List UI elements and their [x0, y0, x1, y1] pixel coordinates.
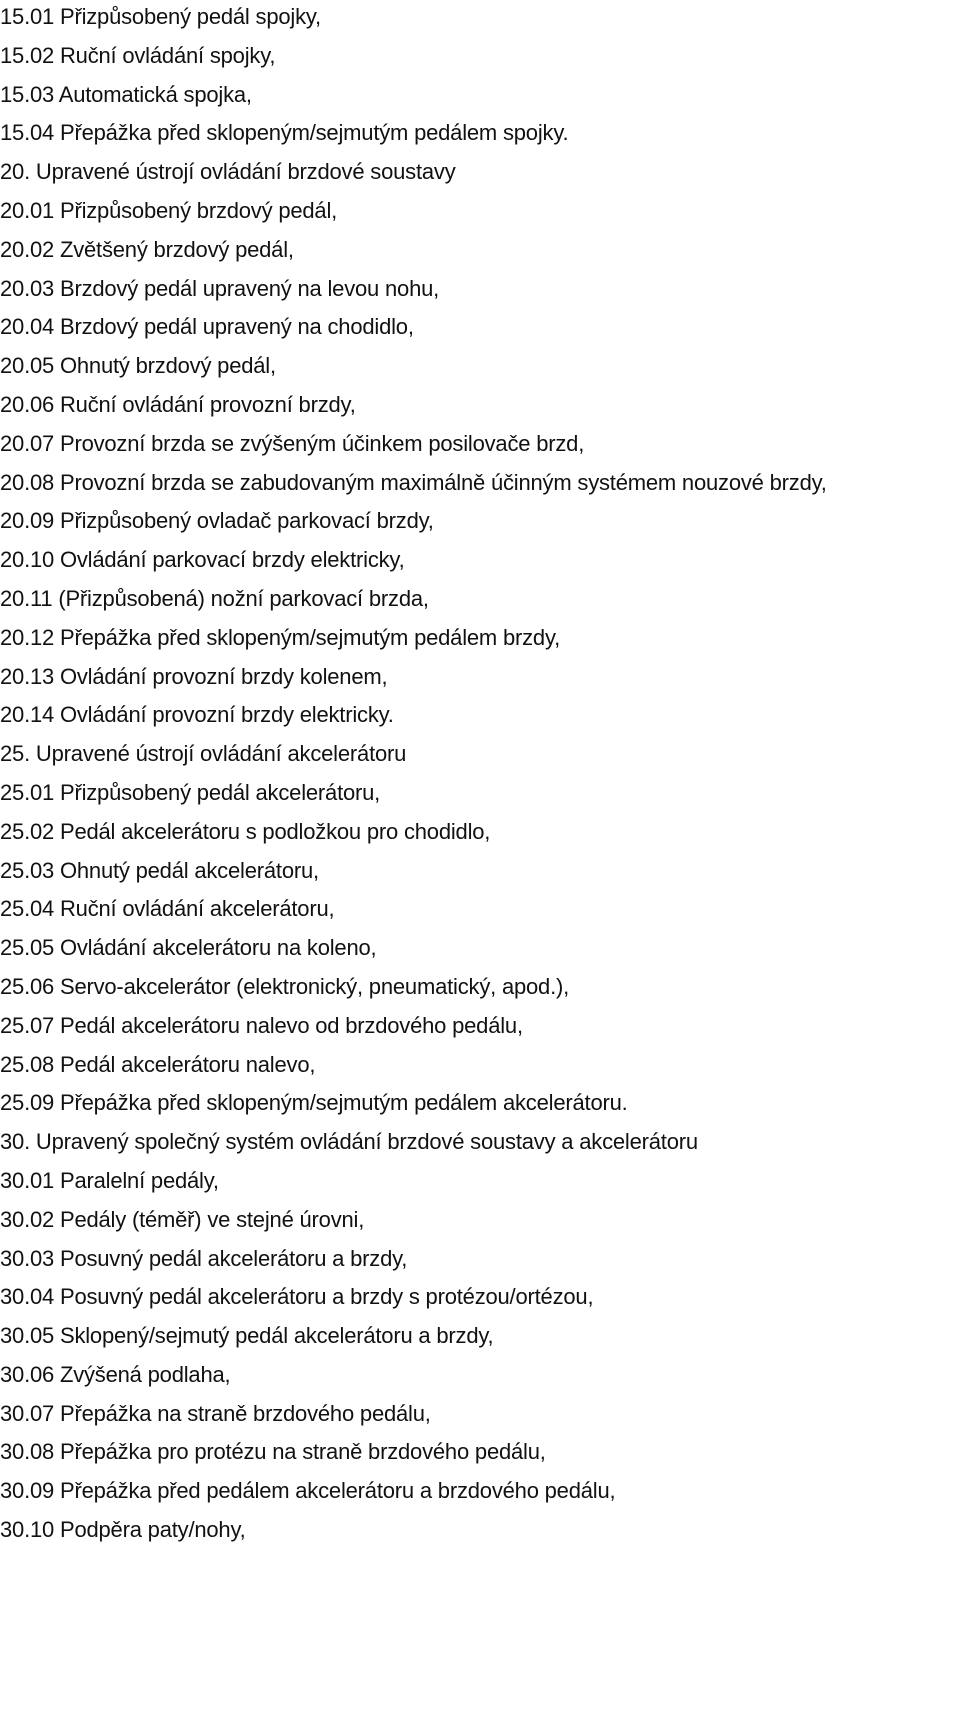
list-item: 30.07 Přepážka na straně brzdového pedálu, — [0, 1400, 431, 1426]
list-item: 30.10 Podpěra paty/nohy, — [0, 1517, 246, 1543]
list-item: 15.04 Přepážka před sklopeným/sejmutým pedálem spojky. — [0, 120, 569, 146]
list-item: 30.04 Posuvný pedál akcelerátoru a brzdy s protézou/ortézou, — [0, 1284, 594, 1310]
list-item: 25.08 Pedál akcelerátoru nalevo, — [0, 1051, 316, 1077]
list-item: 20.03 Brzdový pedál upravený na levou nohu, — [0, 275, 440, 301]
list-item: 20.12 Přepážka před sklopeným/sejmutým pedálem brzdy, — [0, 624, 561, 650]
list-item: 30.02 Pedály (téměř) ve stejné úrovni, — [0, 1206, 365, 1232]
list-item: 25.01 Přizpůsobený pedál akcelerátoru, — [0, 779, 381, 805]
section-heading: 25. Upravené ústrojí ovládání akcelerátoru — [0, 741, 407, 767]
list-item: 15.03 Automatická spojka, — [0, 81, 252, 107]
list-item: 25.05 Ovládání akcelerátoru na koleno, — [0, 935, 377, 961]
list-item: 30.05 Sklopený/sejmutý pedál akcelerátoru a brzdy, — [0, 1323, 494, 1349]
list-item: 20.09 Přizpůsobený ovladač parkovací brzdy, — [0, 508, 434, 534]
list-item: 20.14 Ovládání provozní brzdy elektricky. — [0, 702, 394, 728]
section-heading: 30. Upravený společný systém ovládání brzdové soustavy a akcelerátoru — [0, 1129, 698, 1155]
section-heading: 20. Upravené ústrojí ovládání brzdové soustavy — [0, 159, 456, 185]
list-item: 20.13 Ovládání provozní brzdy kolenem, — [0, 663, 388, 689]
list-item: 15.01 Přizpůsobený pedál spojky, — [0, 4, 321, 29]
list-item: 20.01 Přizpůsobený brzdový pedál, — [0, 197, 338, 223]
list-item: 20.08 Provozní brzda se zabudovaným maximálně účinným systémem nouzové brzdy, — [0, 469, 827, 495]
list-item: 30.08 Přepážka pro protézu na straně brzdového pedálu, — [0, 1439, 546, 1465]
list-item: 25.02 Pedál akcelerátoru s podložkou pro chodidlo, — [0, 818, 491, 844]
list-item: 15.02 Ruční ovládání spojky, — [0, 42, 276, 68]
list-item: 20.10 Ovládání parkovací brzdy elektricky, — [0, 547, 405, 573]
list-item: 30.09 Přepážka před pedálem akcelerátoru a brzdového pedálu, — [0, 1478, 616, 1504]
list-item: 25.03 Ohnutý pedál akcelerátoru, — [0, 857, 319, 883]
list-item: 20.05 Ohnutý brzdový pedál, — [0, 353, 276, 379]
list-item: 30.01 Paralelní pedály, — [0, 1167, 219, 1193]
list-item: 30.06 Zvýšená podlaha, — [0, 1361, 231, 1387]
list-item: 25.09 Přepážka před sklopeným/sejmutým pedálem akcelerátoru. — [0, 1090, 628, 1116]
list-item: 30.03 Posuvný pedál akcelerátoru a brzdy, — [0, 1245, 408, 1271]
list-item: 20.02 Zvětšený brzdový pedál, — [0, 236, 294, 262]
list-item: 25.06 Servo-akcelerátor (elektronický, pneumatický, apod.), — [0, 973, 570, 999]
list-item: 25.07 Pedál akcelerátoru nalevo od brzdového pedálu, — [0, 1012, 523, 1038]
list-item: 20.04 Brzdový pedál upravený na chodidlo, — [0, 314, 414, 340]
list-item: 25.04 Ruční ovládání akcelerátoru, — [0, 896, 335, 922]
list-item: 20.06 Ruční ovládání provozní brzdy, — [0, 391, 356, 417]
list-item: 20.07 Provozní brzda se zvýšeným účinkem posilovače brzd, — [0, 430, 585, 456]
list-item: 20.11 (Přizpůsobená) nožní parkovací brzda, — [0, 585, 429, 611]
